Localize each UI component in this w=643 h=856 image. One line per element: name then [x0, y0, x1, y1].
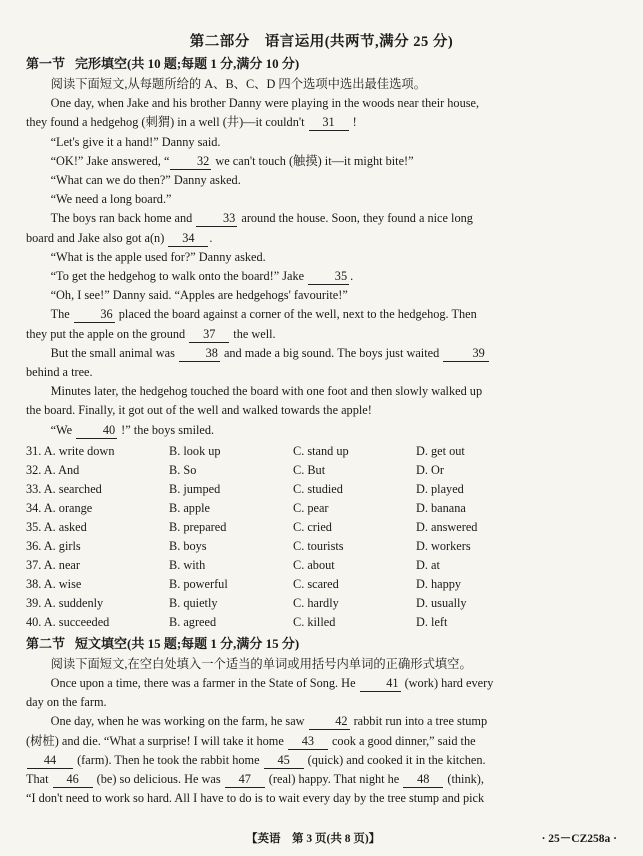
blank-34[interactable]: 34: [168, 231, 208, 247]
options-table: [26, 442, 617, 632]
option-row: [26, 613, 617, 632]
option-row: [26, 480, 617, 499]
blank-33[interactable]: 33: [196, 211, 237, 227]
passage-line: “OK!” Jake answered, “ 32 we can't touch (触摸) it—it might bite!”: [50, 153, 414, 168]
blank-40[interactable]: 40: [76, 423, 117, 439]
option-c[interactable]: C. cried: [293, 519, 332, 534]
option-d[interactable]: D. happy: [416, 576, 462, 591]
section2-num: 第二节: [26, 635, 66, 651]
passage-line: behind a tree.: [26, 365, 93, 380]
section1-num: 第一节: [26, 56, 66, 71]
passage-line: board and Jake also got a(n) 34 .: [26, 230, 213, 245]
gapfill-passage: [26, 655, 617, 809]
blank-44[interactable]: 44: [27, 753, 73, 769]
option-c[interactable]: C. studied: [293, 481, 343, 496]
blank-46[interactable]: 46: [53, 772, 93, 788]
option-b[interactable]: B. look up: [169, 443, 221, 458]
option-d[interactable]: D. played: [416, 481, 464, 496]
passage-line: they put the apple on the ground 37 the well.: [26, 326, 276, 341]
option-d[interactable]: D. answered: [416, 519, 478, 534]
passage-line: “What can we do then?” Danny asked.: [50, 173, 241, 188]
page-footer: [26, 830, 617, 846]
option-a[interactable]: 37. A. near: [26, 557, 80, 572]
passage-line: One day, when Jake and his brother Danny were playing in the woods near their house,: [50, 96, 480, 111]
passage-line: The 36 placed the board against a corner of the well, next to the hedgehog. Then: [50, 307, 477, 322]
passage-line: “What is the apple used for?” Danny asked.: [50, 249, 266, 264]
section1-heading: 完形填空(共 10 题;每题 1 分,满分 10 分): [75, 56, 300, 71]
option-row: [26, 594, 617, 613]
blank-47[interactable]: 47: [225, 772, 265, 788]
option-c[interactable]: C. stand up: [293, 443, 349, 458]
passage-line: day on the farm.: [26, 695, 107, 710]
section2-instruction: 阅读下面短文,在空白处填入一个适当的单词或用括号内单词的正确形式填空。: [50, 656, 472, 671]
option-c[interactable]: C. hardly: [293, 595, 339, 610]
blank-38[interactable]: 38: [179, 346, 220, 362]
blank-43[interactable]: 43: [288, 734, 328, 750]
passage-line: (树桩) and die. “What a surprise! I will take it home 43 cook a good dinner,” said the: [26, 733, 476, 748]
option-d[interactable]: D. at: [416, 557, 440, 572]
passage-line: “Oh, I see!” Danny said. “Apples are hedgehogs' favourite!”: [50, 288, 348, 303]
passage-line: “Let's give it a hand!” Danny said.: [50, 134, 221, 149]
option-row: [26, 575, 617, 594]
blank-35[interactable]: 35: [308, 269, 349, 285]
option-a[interactable]: 39. A. suddenly: [26, 595, 104, 610]
option-b[interactable]: B. agreed: [169, 614, 217, 629]
option-row: [26, 537, 617, 556]
passage-line: “I don't need to work so hard. All I have to do is to wait every day by the tree stump and pick: [26, 791, 485, 806]
passage-line: “We need a long board.”: [50, 192, 172, 207]
option-d[interactable]: D. left: [416, 614, 448, 629]
option-row: [26, 442, 617, 461]
blank-42[interactable]: 42: [309, 714, 350, 730]
option-a[interactable]: 40. A. succeeded: [26, 614, 110, 629]
option-c[interactable]: C. tourists: [293, 538, 344, 553]
option-d[interactable]: D. Or: [416, 462, 445, 477]
option-a[interactable]: 31. A. write down: [26, 443, 115, 458]
blank-31[interactable]: 31: [309, 115, 349, 131]
footer-page-info: 【英语 第 3 页(共 8 页)】: [246, 833, 381, 845]
option-c[interactable]: C. pear: [293, 500, 329, 515]
passage-line: The boys ran back home and 33 around the house. Soon, they found a nice long: [50, 211, 473, 226]
option-c[interactable]: C. about: [293, 557, 335, 572]
option-d[interactable]: D. banana: [416, 500, 466, 515]
option-a[interactable]: 36. A. girls: [26, 538, 81, 553]
blank-32[interactable]: 32: [170, 154, 211, 170]
option-c[interactable]: C. scared: [293, 576, 339, 591]
section2-heading: 短文填空(共 15 题;每题 1 分,满分 15 分): [75, 635, 300, 651]
passage-line: But the small animal was 38 and made a big sound. The boys just waited 39: [26, 344, 617, 363]
blank-48[interactable]: 48: [403, 772, 443, 788]
cloze-passage: [26, 75, 617, 440]
footer-code: · 25－CZ258a ·: [541, 833, 617, 845]
option-a[interactable]: 34. A. orange: [26, 500, 93, 515]
option-c[interactable]: C. But: [293, 462, 326, 477]
passage-line: they found a hedgehog (刺猬) in a well (井)—it couldn't 31 !: [26, 115, 357, 130]
passage-line: the board. Finally, it got out of the well and walked towards the apple!: [26, 403, 372, 418]
option-row: [26, 518, 617, 537]
passage-line: “To get the hedgehog to walk onto the board!” Jake 35 .: [50, 269, 354, 284]
option-d[interactable]: D. usually: [416, 595, 467, 610]
blank-37[interactable]: 37: [189, 327, 229, 343]
option-a[interactable]: 32. A. And: [26, 462, 80, 477]
option-a[interactable]: 35. A. asked: [26, 519, 87, 534]
blank-39[interactable]: 39: [443, 346, 489, 362]
option-b[interactable]: B. powerful: [169, 576, 228, 591]
option-b[interactable]: B. apple: [169, 500, 210, 515]
option-row: [26, 461, 617, 480]
option-b[interactable]: B. jumped: [169, 481, 221, 496]
option-b[interactable]: B. prepared: [169, 519, 227, 534]
option-d[interactable]: D. get out: [416, 443, 465, 458]
passage-line: That 46 (be) so delicious. He was 47 (real) happy. That night he 48 (think),: [26, 772, 484, 787]
option-a[interactable]: 33. A. searched: [26, 481, 102, 496]
option-a[interactable]: 38. A. wise: [26, 576, 82, 591]
passage-line: “We 40 !” the boys smiled.: [50, 422, 215, 437]
section1-title: [26, 53, 617, 72]
passage-line: One day, when he was working on the farm, he saw 42 rabbit run into a tree stump: [50, 714, 488, 729]
passage-line: Once upon a time, there was a farmer in the State of Song. He 41 (work) hard every: [50, 676, 494, 691]
part-title: 第二部分 语言运用(共两节,满分 25 分): [189, 34, 454, 50]
passage-line: 44 (farm). Then he took the rabbit home 45 (quick) and cooked it in the kitchen.: [26, 751, 617, 770]
section1-instruction: 阅读下面短文,从每题所给的 A、B、C、D 四个选项中选出最佳选项。: [50, 77, 426, 91]
section2-title: [26, 633, 617, 652]
option-d[interactable]: D. workers: [416, 538, 471, 553]
passage-line: Minutes later, the hedgehog touched the board with one foot and then slowly walked up: [50, 384, 483, 399]
blank-45[interactable]: 45: [264, 753, 304, 769]
option-b[interactable]: B. with: [169, 557, 206, 572]
blank-41[interactable]: 41: [360, 676, 401, 692]
option-b[interactable]: B. boys: [169, 538, 207, 553]
option-c[interactable]: C. killed: [293, 614, 336, 629]
option-row: [26, 499, 617, 518]
option-b[interactable]: B. quietly: [169, 595, 218, 610]
option-b[interactable]: B. So: [169, 462, 197, 477]
option-row: [26, 556, 617, 575]
blank-36[interactable]: 36: [74, 307, 115, 323]
